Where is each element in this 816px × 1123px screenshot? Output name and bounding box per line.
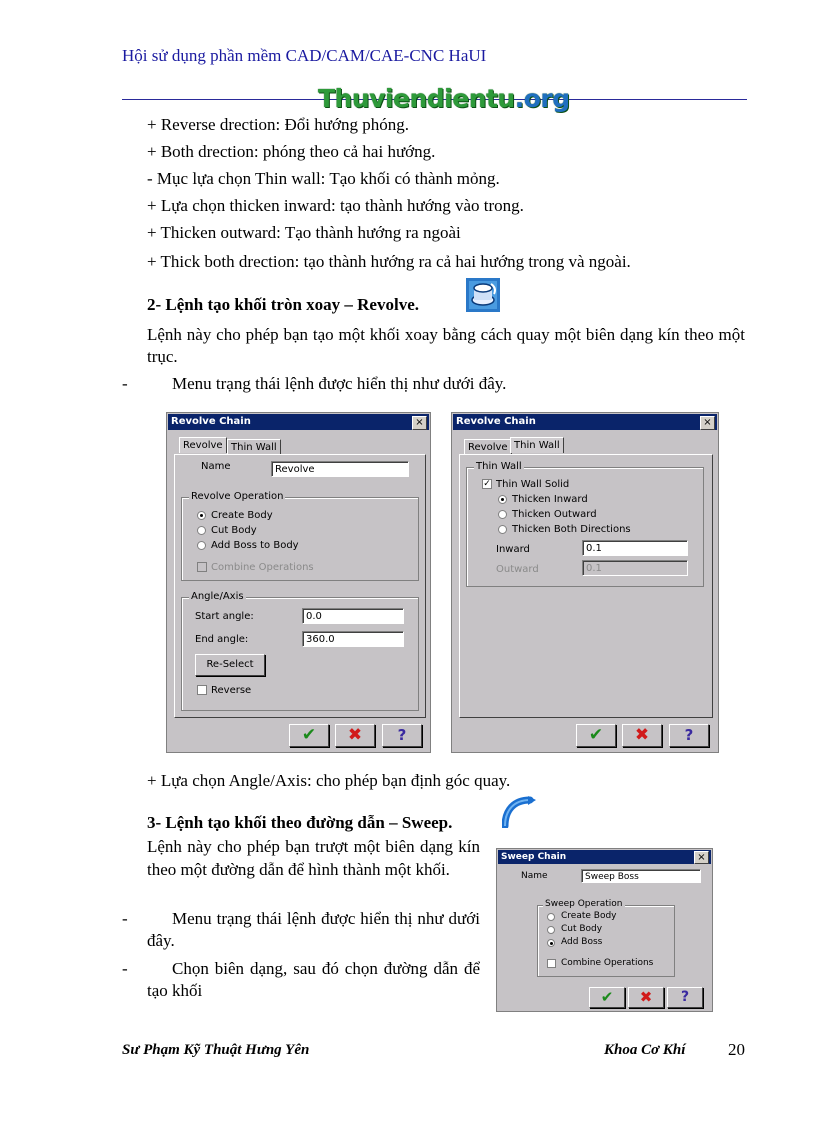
section2-dash: - [122,374,128,393]
reverse-label: Reverse [211,685,252,696]
add-boss-radio[interactable] [547,939,555,947]
combine-label: Combine Operations [561,958,654,968]
add-boss-label: Add Boss to Body [211,540,299,551]
watermark-logo [318,84,570,113]
footer-right: Khoa Cơ Khí [604,1042,686,1058]
combine-checkbox[interactable] [197,562,207,572]
tab-revolve[interactable]: Revolve [464,439,512,455]
cut-body-label: Cut Body [561,924,603,934]
page-number: 20 [728,1040,745,1059]
inward-label: Inward [496,544,530,555]
thin-wall-solid-checkbox[interactable]: ✓ [483,479,491,489]
end-angle-field[interactable]: 360.0 [302,631,404,647]
bullet-thin-wall: - Mục lựa chọn Thin wall: Tạo khối có thành mỏng. [147,169,500,188]
bullet-reverse: + Reverse drection: Đổi hướng phóng. [147,115,409,134]
sweep-operation-label: Sweep Operation [545,899,623,909]
revolve-icon [466,278,500,312]
reverse-checkbox[interactable] [197,685,207,695]
help-button[interactable]: ? [667,987,703,1008]
start-angle-label: Start angle: [195,611,254,622]
sweep-icon [502,796,536,828]
revolve-chain-dialog [166,412,431,753]
section2-menu-text: Menu trạng thái lệnh được hiển thị như dưới đây. [172,374,507,393]
section2-para: Lệnh này cho phép bạn tạo một khối xoay bằng cách quay một biên dạng kín theo một trục. [147,325,745,366]
dialog-title: Revolve Chain [456,416,536,427]
thin-wall-group-label: Thin Wall [476,461,522,472]
thicken-inward-label: Thicken Inward [512,494,588,505]
inward-field[interactable]: 0.1 [582,540,688,556]
footer-left: Sư Phạm Kỹ Thuật Hưng Yên [122,1042,310,1058]
name-field[interactable]: Revolve [271,461,409,477]
add-boss-label: Add Boss [561,937,603,947]
ok-button[interactable]: ✔ [589,987,625,1008]
create-body-label: Create Body [211,510,273,521]
thicken-outward-label: Thicken Outward [512,509,597,520]
combine-label: Combine Operations [211,562,314,573]
name-label: Name [521,871,548,881]
cut-body-label: Cut Body [211,525,257,536]
section3-heading: 3- Lệnh tạo khối theo đường dẫn – Sweep. [147,813,453,832]
name-label: Name [201,461,231,472]
name-field[interactable]: Sweep Boss [581,869,701,883]
tab-thin-wall[interactable]: Thin Wall [510,437,564,453]
section2-note: + Lựa chọn Angle/Axis: cho phép bạn định góc quay. [147,771,511,790]
thicken-inward-radio[interactable] [498,495,507,504]
dialog-titlebar [498,850,711,864]
close-icon[interactable]: × [412,416,427,430]
bullet-thicken-inward: + Lựa chọn thicken inward: tạo thành hướng vào trong. [147,196,524,215]
tab-thin-wall[interactable]: Thin Wall [227,439,281,455]
start-angle-field[interactable]: 0.0 [302,608,404,624]
outward-label: Outward [496,564,539,575]
dialog-title: Sweep Chain [501,852,567,862]
thicken-outward-radio[interactable] [498,510,507,519]
thin-wall-solid-label: Thin Wall Solid [496,479,570,490]
add-boss-radio[interactable] [197,541,206,550]
angle-axis-label: Angle/Axis [191,591,244,602]
dialog-title: Revolve Chain [171,416,251,427]
reselect-button[interactable]: Re-Select [195,654,265,676]
create-body-radio[interactable] [197,511,206,520]
cancel-button[interactable]: ✖ [628,987,664,1008]
close-icon[interactable]: × [700,416,715,430]
bullet-thicken-outward: + Thicken outward: Tạo thành hướng ra ngoài [147,223,461,242]
section2-heading: 2- Lệnh tạo khối tròn xoay – Revolve. [147,295,419,314]
cut-body-radio[interactable] [197,526,206,535]
watermark-main: Thuviendientu [318,84,515,113]
help-button[interactable]: ? [382,724,422,747]
revolve-operation-label: Revolve Operation [191,491,284,502]
ok-button[interactable]: ✔ [576,724,616,747]
thicken-both-radio[interactable] [498,525,507,534]
create-body-label: Create Body [561,911,617,921]
revolve-chain-thinwall-dialog [451,412,719,753]
section3-dash2: - [122,959,128,978]
page-header-title: Hội sử dụng phần mềm CAD/CAM/CAE-CNC HaUI [122,46,487,65]
help-button[interactable]: ? [669,724,709,747]
section3-dash1: - [122,909,128,928]
bullet-thick-both: + Thick both drection: tạo thành hướng ra cả hai hướng trong và ngoài. [147,252,631,271]
cancel-button[interactable]: ✖ [335,724,375,747]
ok-button[interactable]: ✔ [289,724,329,747]
dialog-titlebar [453,414,717,430]
combine-checkbox[interactable] [547,959,556,968]
section3-para: Lệnh này cho phép bạn trượt một biên dạng kín theo một đường dẫn để hình thành một khối. [147,837,480,879]
close-icon[interactable]: × [694,851,709,864]
section3-select-text: Chọn biên dạng, sau đó chọn đường dẫn để tạo khối [147,959,480,1000]
outward-field[interactable]: 0.1 [582,560,688,576]
tab-revolve[interactable]: Revolve [179,437,227,453]
create-body-radio[interactable] [547,913,555,921]
watermark-tld: .org [514,84,570,113]
cut-body-radio[interactable] [547,926,555,934]
dialog-titlebar [168,414,429,430]
bullet-both: + Both drection: phóng theo cả hai hướng. [147,142,436,161]
cancel-button[interactable]: ✖ [622,724,662,747]
thicken-both-label: Thicken Both Directions [512,524,631,535]
sweep-chain-dialog [496,848,713,1012]
end-angle-label: End angle: [195,634,249,645]
section3-menu-text: Menu trạng thái lệnh được hiển thị như dưới đây. [147,909,480,950]
